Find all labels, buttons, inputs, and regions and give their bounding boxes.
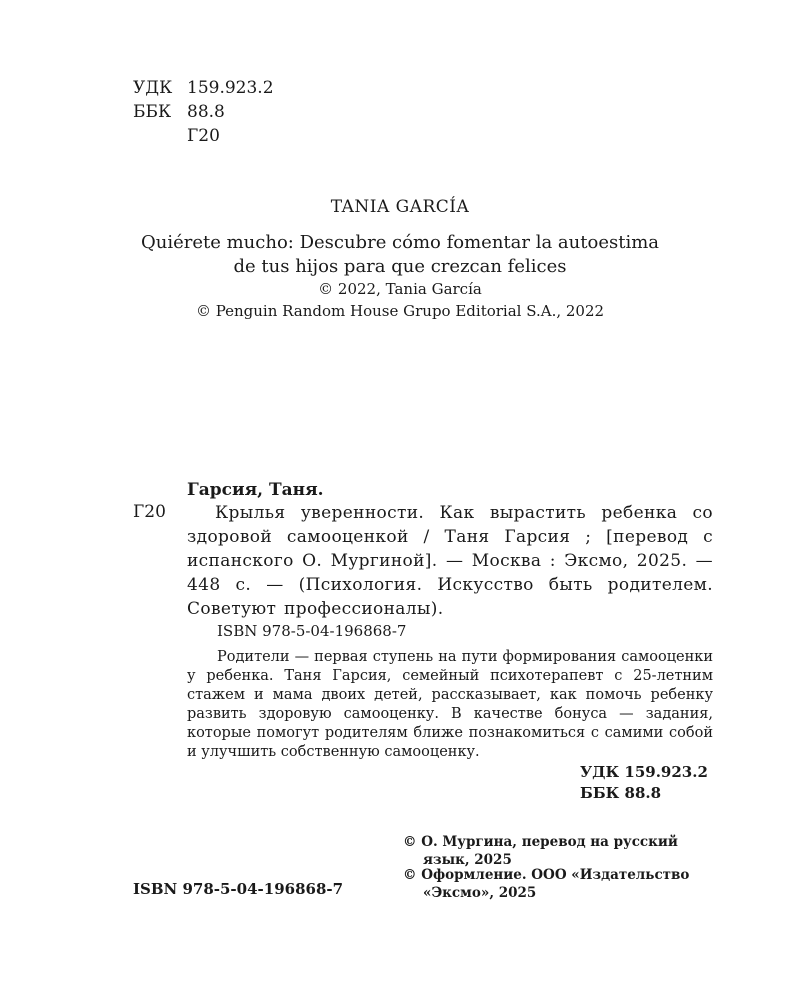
original-copyright-publisher: © Penguin Random House Grupo Editorial S.A., 2022 bbox=[195, 302, 605, 320]
bib-bbk: ББК 88.8 bbox=[580, 784, 662, 802]
original-title: Quiérete mucho: Descubre cómo fomentar la autoestima de tus hijos para que crezcan felices bbox=[140, 232, 659, 277]
udk-label: УДК bbox=[133, 78, 173, 98]
bib-annotation: Родители — первая ступень на пути формирования самооценки у ребенка. Таня Гарсия, семейный психотерапевт с 25-летним стажем и мама двоих детей, рассказывает, как помочь ребенку развить здоровую самооценку. В качестве бонуса — задания, которые помогут родителям ближе познакомиться с самими собой и улучшить собственную самооценку. bbox=[187, 649, 713, 760]
bib-description: Крылья уверенности. Как вырастить ребенка со здоровой самооценкой / Таня Гарсия ; [перевод с испанского О. Мургиной]. — Москва : Эксмо, 2025. — 448 с. — (Психология. Искусство быть родителем. Советуют профессионалы). bbox=[187, 503, 713, 619]
isbn-bottom: ISBN 978-5-04-196868-7 bbox=[133, 880, 344, 898]
translation-copyright-line2: язык, 2025 bbox=[423, 852, 512, 868]
design-copyright-line2: «Эксмо», 2025 bbox=[423, 885, 537, 901]
bib-classification bbox=[580, 762, 708, 804]
bib-index: Г20 bbox=[133, 502, 166, 522]
udk-value: 159.923.2 bbox=[187, 78, 274, 98]
design-copyright-line1: © Оформление. ООО «Издательство bbox=[403, 867, 690, 883]
original-author: TANIA GARCÍA bbox=[330, 197, 470, 217]
translation-copyright bbox=[403, 833, 733, 869]
udk-row bbox=[133, 77, 274, 99]
author-mark: Г20 bbox=[187, 126, 220, 146]
bbk-row bbox=[133, 101, 225, 123]
bib-udk: УДК 159.923.2 bbox=[580, 763, 708, 781]
bib-author-heading: Гарсия, Таня. bbox=[187, 480, 324, 500]
translation-copyright-line1: © О. Мургина, перевод на русский bbox=[403, 834, 678, 850]
bib-isbn: ISBN 978-5-04-196868-7 bbox=[217, 622, 407, 640]
bbk-value: 88.8 bbox=[187, 102, 225, 122]
design-copyright bbox=[403, 866, 733, 902]
original-copyright-author: © 2022, Tania García bbox=[318, 280, 482, 298]
bbk-label: ББК bbox=[133, 102, 172, 122]
